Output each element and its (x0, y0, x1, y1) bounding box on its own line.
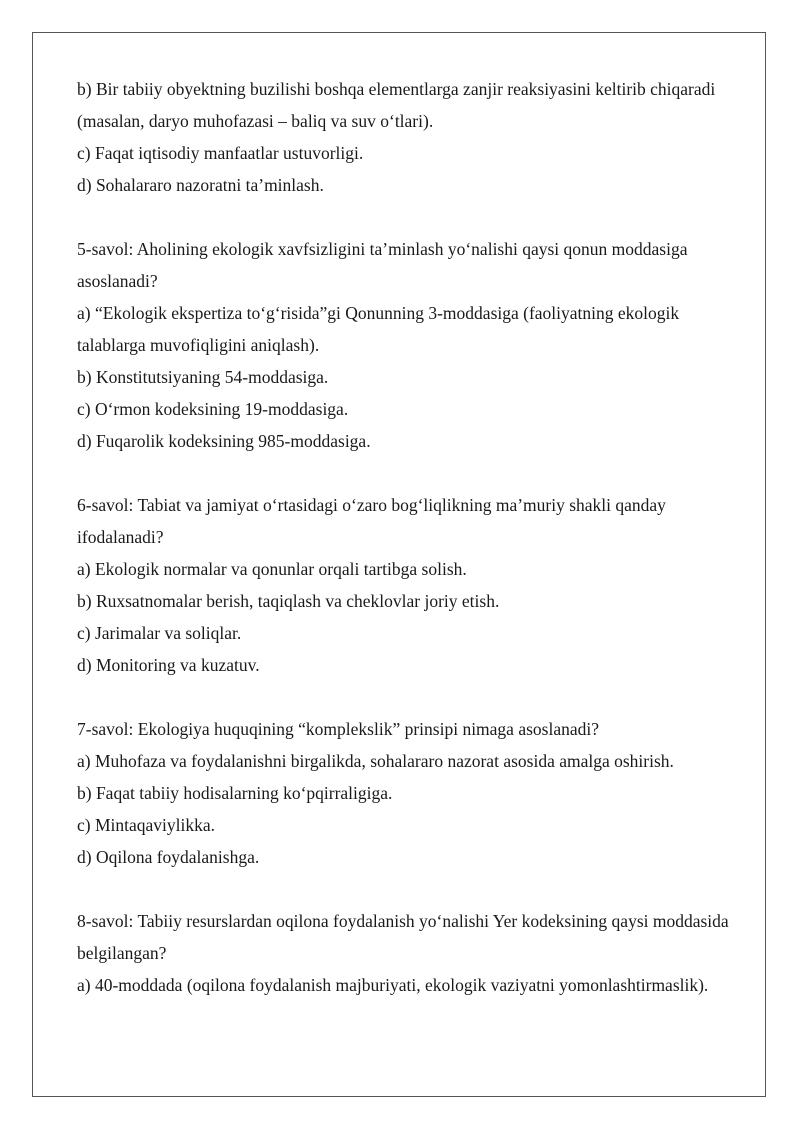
spacer (77, 457, 747, 489)
question-6-option-c: c) Jarimalar va soliqlar. (77, 623, 242, 643)
question-8-option-a: a) 40-moddada (oqilona foydalanish majburiyati, ekologik vaziyatni yomonlashtirmaslik). (77, 975, 709, 995)
answer-option-c: c) Faqat iqtisodiy manfaatlar ustuvorligi. (77, 143, 364, 163)
question-7-option-b: b) Faqat tabiiy hodisalarning ko‘pqirraligiga. (77, 783, 393, 803)
question-6-option-a: a) Ekologik normalar va qonunlar orqali tartibga solish. (77, 559, 467, 579)
spacer (77, 681, 747, 713)
question-5-option-a: a) “Ekologik ekspertiza to‘g‘risida”gi Qonunning 3-moddasiga (faoliyatning ekologik talablarga muvofiqligini aniqlash). (77, 303, 680, 355)
spacer (77, 201, 747, 233)
document-content (77, 73, 747, 1001)
question-7-option-d: d) Oqilona foydalanishga. (77, 847, 260, 867)
document-page (32, 32, 766, 1097)
question-7-option-a: a) Muhofaza va foydalanishni birgalikda, sohalararo nazorat asosida amalga oshirish. (77, 751, 674, 771)
question-5-option-b: b) Konstitutsiyaning 54-moddasiga. (77, 367, 329, 387)
spacer (77, 873, 747, 905)
question-6: 6-savol: Tabiat va jamiyat o‘rtasidagi o‘zaro bog‘liqlikning ma’muriy shakli qanday ifodalanadi? (77, 495, 666, 547)
answer-option-b: b) Bir tabiiy obyektning buzilishi boshqa elementlarga zanjir reaksiyasini keltirib chiqaradi (masalan, daryo muhofazasi – baliq va suv o‘tlari). (77, 79, 716, 131)
question-6-option-d: d) Monitoring va kuzatuv. (77, 655, 260, 675)
question-6-option-b: b) Ruxsatnomalar berish, taqiqlash va cheklovlar joriy etish. (77, 591, 500, 611)
answer-option-d: d) Sohalararo nazoratni ta’minlash. (77, 175, 324, 195)
question-5: 5-savol: Aholining ekologik xavfsizligini ta’minlash yo‘nalishi qaysi qonun moddasiga asoslanadi? (77, 239, 688, 291)
question-5-option-c: c) O‘rmon kodeksining 19-moddasiga. (77, 399, 349, 419)
question-5-option-d: d) Fuqarolik kodeksining 985-moddasiga. (77, 431, 371, 451)
question-8: 8-savol: Tabiiy resurslardan oqilona foydalanish yo‘nalishi Yer kodeksining qaysi moddasida belgilangan? (77, 911, 729, 963)
question-7: 7-savol: Ekologiya huquqining “komplekslik” prinsipi nimaga asoslanadi? (77, 719, 599, 739)
question-7-option-c: c) Mintaqaviylikka. (77, 815, 216, 835)
